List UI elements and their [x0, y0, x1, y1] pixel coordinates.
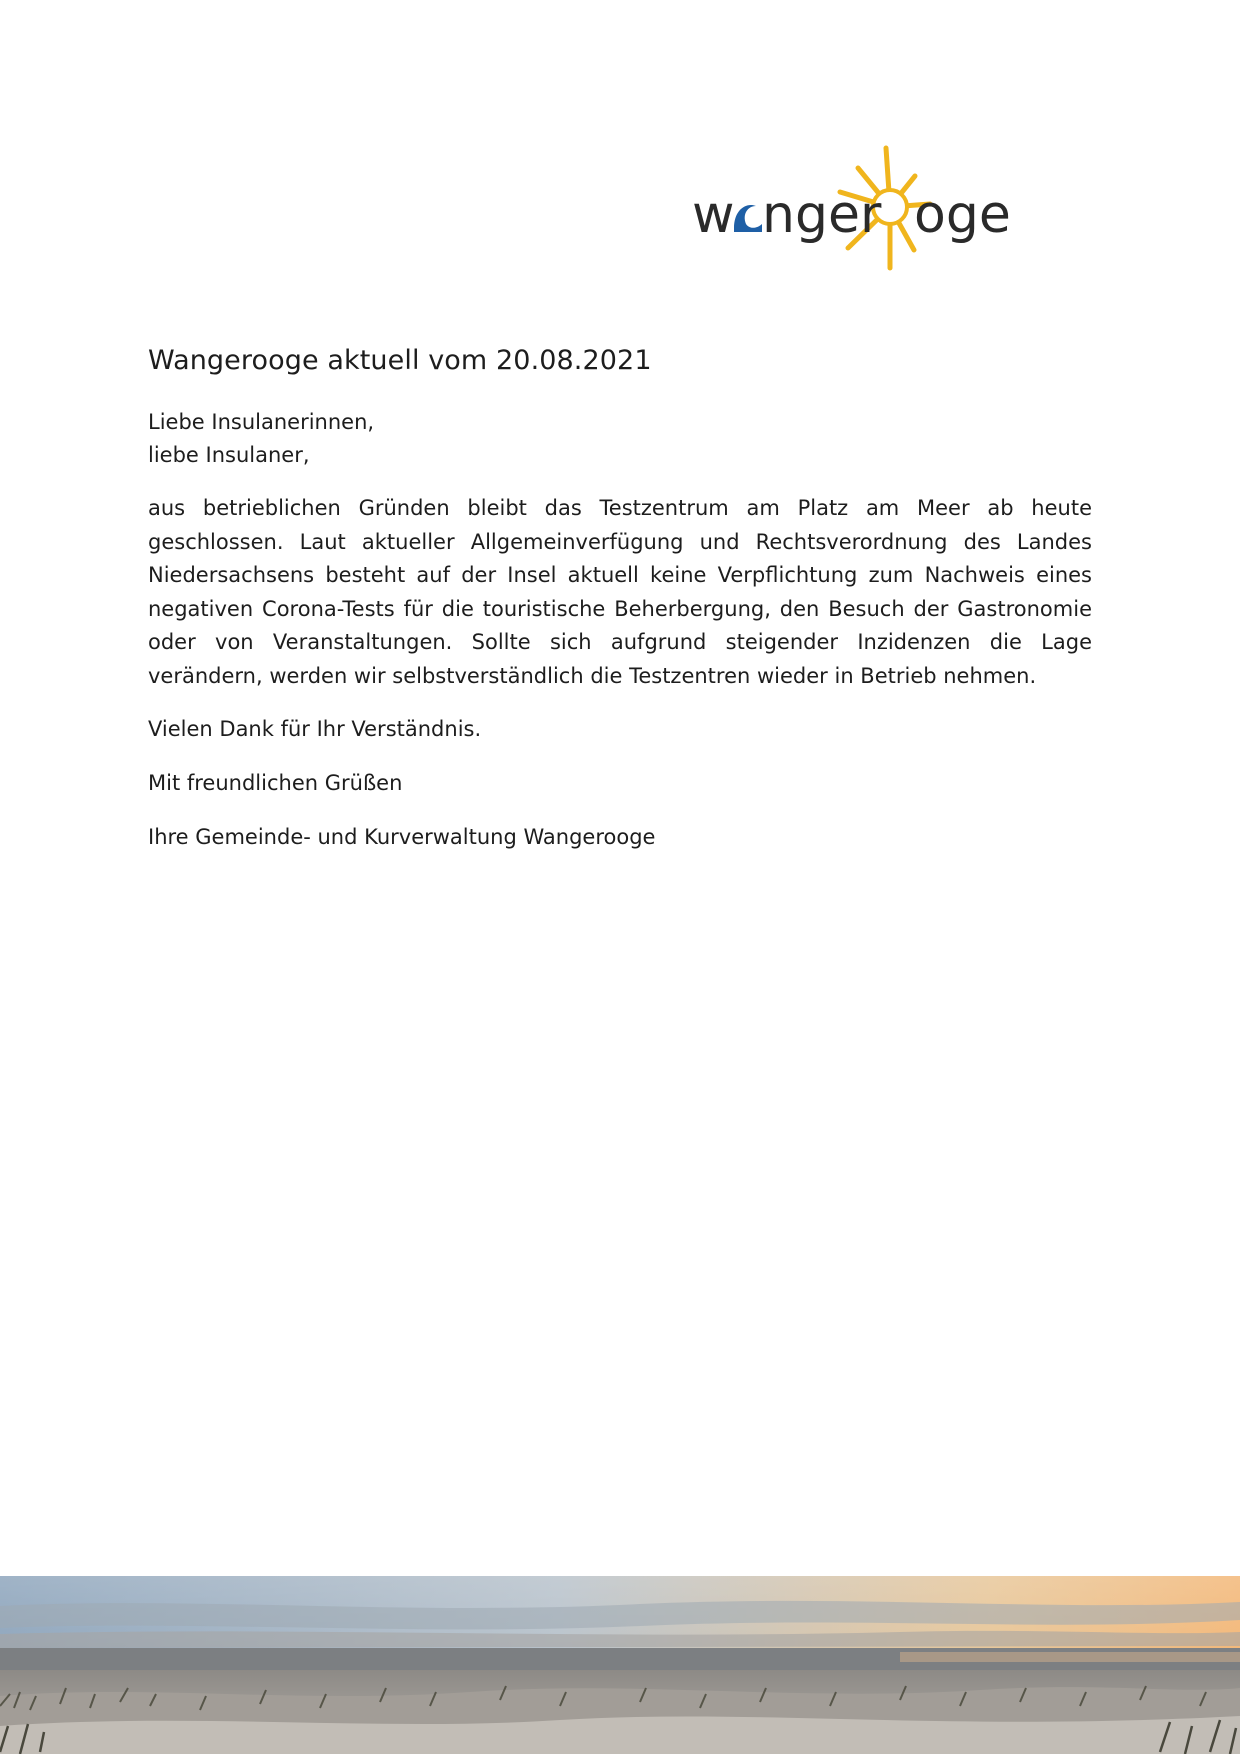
document-title: Wangerooge aktuell vom 20.08.2021	[148, 345, 652, 376]
svg-text:w: w	[692, 185, 735, 245]
beach-panorama-graphic	[0, 1576, 1240, 1754]
salutation	[148, 406, 1092, 472]
beach-sunset-photo	[0, 1576, 1240, 1754]
body-paragraph: aus betrieblichen Gründen bleibt das Testzentrum am Platz am Meer ab heute geschlossen. Laut aktueller Allgemeinverfügung und Rechtsverordnung des Landes Niedersachsens besteht auf der Insel aktuell keine Verpflichtung zum Nachweis eines negativen Corona-Tests für die touristische Beherbergung, den Besuch der Gastronomie oder von Veranstaltungen. Sollte sich aufgrund steigender Inzidenzen die Lage verändern, werden wir selbstverständlich die Testzentren wieder in Betrieb nehmen.	[148, 496, 1092, 688]
letter-content	[148, 345, 1092, 875]
salutation-line-2: liebe Insulaner,	[148, 443, 310, 467]
wangerooge-logo-graphic	[690, 140, 1020, 280]
svg-text:oge: oge	[914, 185, 1011, 245]
thanks-paragraph: Vielen Dank für Ihr Verständnis.	[148, 717, 482, 741]
wangerooge-logo	[690, 140, 1020, 280]
wave-icon	[734, 205, 762, 232]
signature: Ihre Gemeinde- und Kurverwaltung Wangerooge	[148, 825, 656, 849]
salutation-line-1: Liebe Insulanerinnen,	[148, 410, 375, 434]
svg-text:nger: nger	[762, 185, 882, 245]
closing-paragraph: Mit freundlichen Grüßen	[148, 771, 403, 795]
